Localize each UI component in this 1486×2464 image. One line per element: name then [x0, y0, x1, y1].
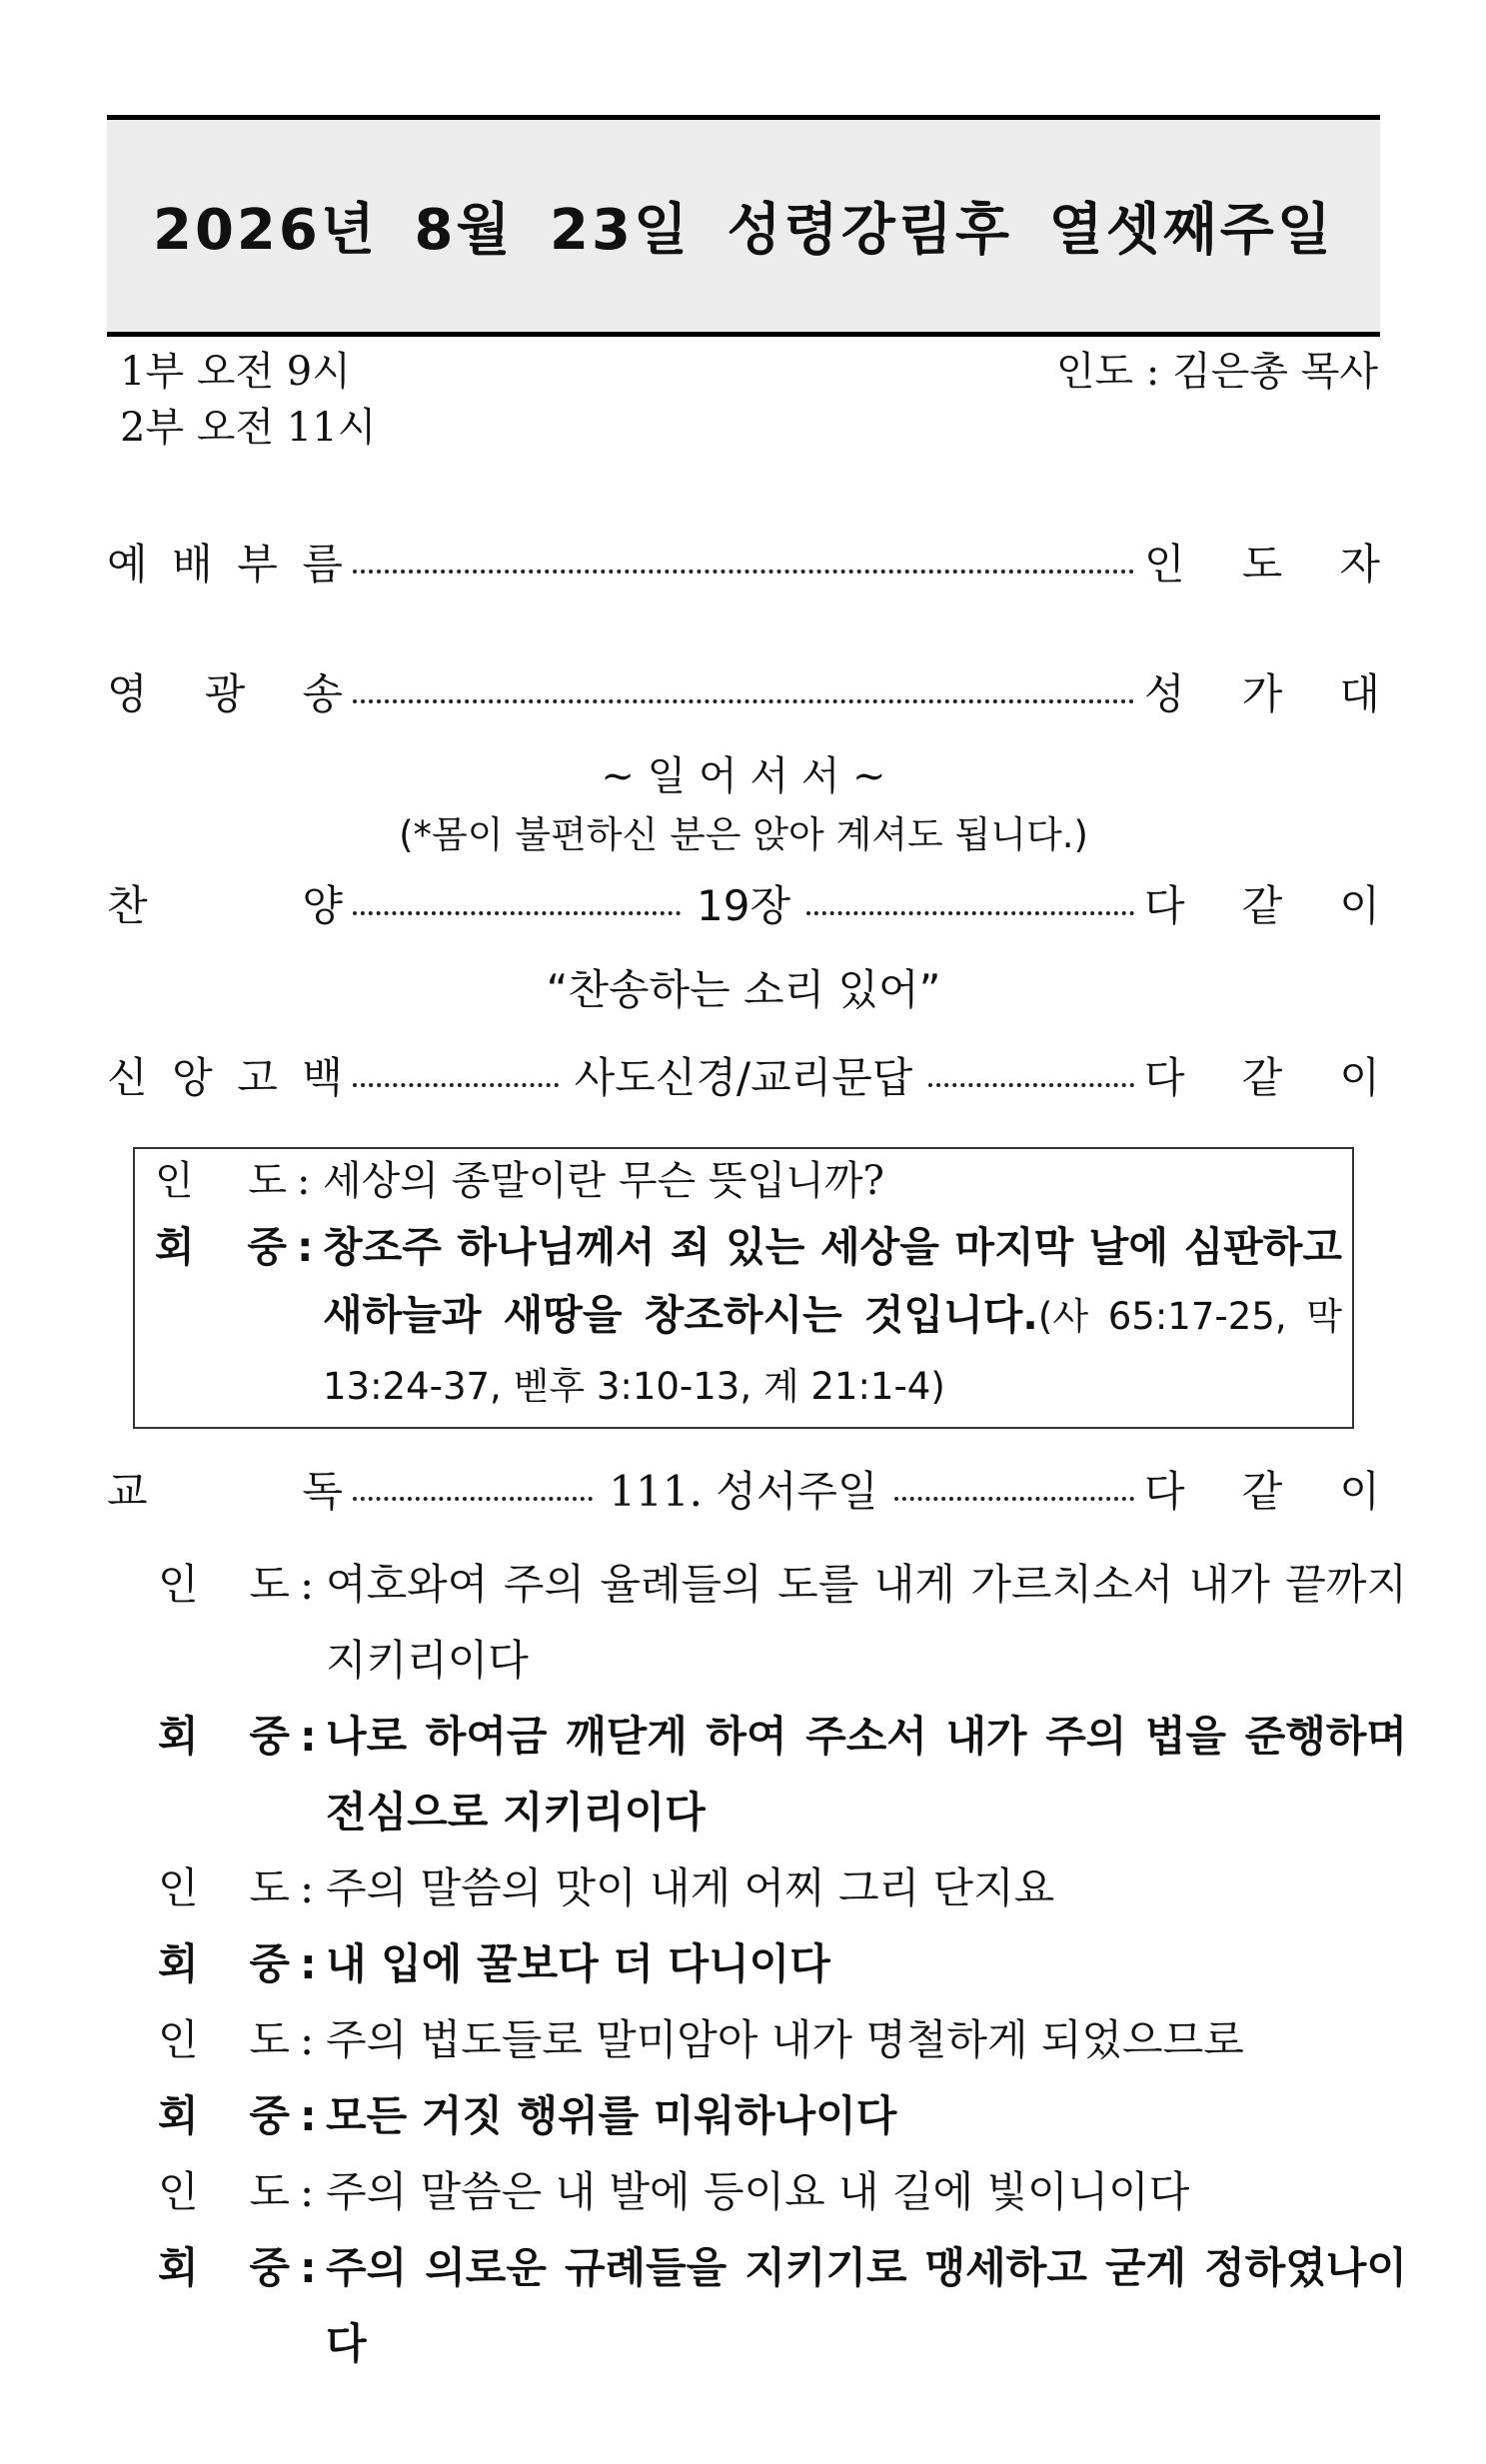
dot-leader: [353, 1083, 559, 1087]
answer-refs: (사 65:17-25, 막 13:24-37, 벧후 3:10-13, 계 21:1-4): [323, 1295, 1343, 1408]
order-middle: 19장: [697, 881, 791, 930]
order-who: 다 같 이: [1144, 1467, 1380, 1516]
order-who: 다 같 이: [1144, 1053, 1380, 1102]
stand-up-notice: ~ 일 어 서 서 ~: [601, 753, 886, 799]
order-gloria: [107, 661, 1380, 721]
question-text: 세상의 종말이란 무슨 뜻입니까?: [323, 1158, 884, 1204]
dot-leader: [806, 911, 1134, 915]
catechism-box: 인 도 : 세상의 종말이란 무슨 뜻입니까? 회 중 : 창조주 하나님께서 죄 있는 세상을 마지막 날에 심판하고 새하늘과 새땅을 창조하시는 것입니다.(사 65:17-25, 막 13:24-37, 벧후 3:10-13, 계 21:1-4): [133, 1147, 1354, 1429]
dot-leader: [353, 570, 1134, 574]
service-time-2: 2부 오전 11시: [120, 405, 377, 451]
response-text: 내 입에 꿀보다 더 다니이다: [326, 1939, 830, 1988]
order-praise: [107, 873, 1380, 933]
order-label: 영 광 송: [107, 669, 343, 718]
hymn-title: “찬송하는 소리 있어”: [546, 965, 941, 1014]
dot-leader: [928, 1083, 1134, 1087]
answer-bold: 창조주 하나님께서 죄 있는 세상을 마지막 날에 심판하고 새하늘과 새땅을 창조하시는 것입니다.: [323, 1223, 1342, 1339]
response-text: 주의 법도들로 말미암아 내가 명철하게 되었으므로: [326, 2015, 1244, 2064]
order-call-to-worship: [107, 532, 1380, 592]
response-text: 주의 말씀의 맛이 내게 어찌 그리 단지요: [326, 1863, 1055, 1912]
worship-leader: 인도 : 김은총 목사: [1055, 349, 1378, 395]
dot-leader: [353, 1497, 593, 1501]
answer-text: [323, 1213, 1342, 1421]
dot-leader: [353, 699, 1134, 703]
order-middle: 사도신경/교리문답: [574, 1053, 913, 1102]
order-who: 인 도 자: [1144, 540, 1380, 589]
order-creed: [107, 1045, 1380, 1105]
order-label: 예 배 부 름: [107, 540, 343, 589]
order-who: 다 같 이: [1144, 881, 1380, 930]
response-text: 여호와여 주의 율례들의 도를 내게 가르치소서 내가 끝까지 지키리이다: [326, 1560, 1407, 1685]
order-who: 성 가 대: [1144, 669, 1380, 718]
response-text: 나로 하여금 깨닫게 하여 주소서 내가 주의 법을 준행하며 전심으로 지키리이다: [326, 1712, 1407, 1837]
dot-leader: [353, 911, 681, 915]
response-text: 주의 말씀은 내 발에 등이요 내 길에 빛이니이다: [326, 2167, 1190, 2216]
order-responsive-reading: [107, 1459, 1380, 1519]
service-time-1: 1부 오전 9시: [120, 349, 351, 395]
order-label: 교 독: [107, 1467, 343, 1516]
speaker: 회 중: [155, 1223, 287, 1271]
order-middle: 111. 성서주일: [609, 1467, 878, 1516]
page-title: 2026년 8월 23일 성령강림후 열셋째주일: [153, 198, 1334, 263]
order-label: 찬 양: [107, 881, 343, 930]
dot-leader: [894, 1497, 1134, 1501]
response-text: 주의 의로운 규례들을 지키기로 맹세하고 굳게 정하였나이다: [326, 2243, 1407, 2368]
order-label: 신 앙 고 백: [107, 1053, 343, 1102]
title-banner: [107, 115, 1380, 337]
speaker: 인 도: [155, 1158, 287, 1204]
response-text: 모든 거짓 행위를 미워하나이다: [326, 2091, 897, 2140]
stand-up-note: (*몸이 불편하신 분은 앉아 계셔도 됩니다.): [399, 813, 1088, 856]
